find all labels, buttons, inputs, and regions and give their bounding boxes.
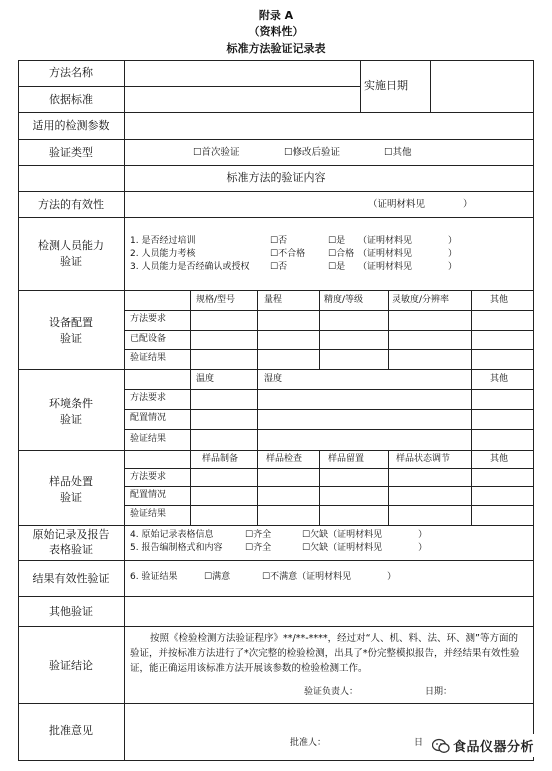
personnel-q2-evidence: （证明材料见 ） (358, 249, 458, 259)
approval-date-label: 日 (414, 738, 424, 748)
verify-date-label: 日期： (425, 687, 453, 697)
approval-label: 批准意见 (49, 724, 93, 737)
personnel-q1-yes[interactable]: ☐是 (328, 236, 346, 246)
equip-row-requirement: 方法要求 (130, 314, 167, 324)
modified-verify-checkbox[interactable]: ☐修改后验证 (284, 147, 341, 158)
records-q4-missing[interactable]: ☐欠缺（证明材料见 ） (302, 530, 428, 540)
personnel-q1: 1. 是否经过培训 (130, 236, 196, 246)
content-section-title: 标准方法的验证内容 (226, 171, 326, 184)
sample-row-configured: 配置情况 (130, 490, 167, 500)
rule (18, 525, 534, 526)
col-rule (190, 369, 191, 450)
personnel-q3-evidence: （证明材料见 ） (358, 262, 458, 272)
records-q4: 4. 原始记录表格信息 (130, 530, 214, 540)
watermark (428, 734, 538, 757)
rule (18, 450, 534, 451)
personnel-q1-evidence: （证明材料见 ） (358, 236, 458, 246)
records-q4-complete[interactable]: ☐齐全 (245, 530, 272, 540)
rule (124, 429, 534, 430)
validity-evidence: （证明材料见 ） (368, 199, 473, 210)
result-unsatisfied-checkbox[interactable]: ☐不满意（证明材料见 ） (262, 572, 397, 582)
sample-col-other: 其他 (490, 454, 509, 464)
col-rule (319, 290, 320, 369)
col-rule (471, 290, 472, 369)
rule (124, 486, 534, 487)
personnel-q3-yes[interactable]: ☐是 (328, 262, 346, 272)
verifier-label: 验证负责人： (304, 687, 359, 697)
other-verify-label: 其他验证 (49, 605, 93, 618)
equip-col-accuracy: 精度/等级 (324, 295, 364, 305)
rule (18, 369, 534, 370)
env-label-line2: 验证 (60, 413, 82, 426)
appendix-label: 附录 A (258, 9, 294, 22)
env-label-line1: 环境条件 (49, 397, 93, 410)
rule (18, 191, 534, 192)
result-item-6: 6. 验证结果 (130, 572, 178, 582)
result-satisfied-checkbox[interactable]: ☐满意 (204, 572, 231, 582)
rule (18, 86, 360, 87)
records-q5-complete[interactable]: ☐齐全 (245, 543, 272, 553)
rule (124, 389, 534, 390)
personnel-q2-pass[interactable]: ☐合格 (328, 249, 355, 259)
col-rule (388, 450, 389, 525)
rule (124, 505, 534, 506)
rule (124, 330, 534, 331)
result-validity-label: 结果有效性验证 (32, 572, 110, 585)
records-q5-missing[interactable]: ☐欠缺（证明材料见 ） (302, 543, 428, 553)
basis-standard-label: 依据标准 (49, 93, 93, 106)
env-col-other: 其他 (490, 374, 509, 384)
conclusion-text: 按照《检验检测方法验证程序》**/**-****，经过对“人、机、料、法、环、测”等方面的验证，并按标准方法进行了*次完整的检验检测，出具了*份完整模拟报告，并经结果有效性验证，能正确运用该标准方法开展该参数的检验检测工作。 (130, 633, 520, 674)
env-col-temp: 温度 (196, 374, 215, 384)
records-q5: 5. 报告编制格式和内容 (130, 543, 223, 553)
sample-col-conditioning: 样品状态调节 (396, 454, 451, 464)
rule (124, 468, 534, 469)
watermark-text: 食品仪器分析 (453, 740, 535, 755)
env-col-humidity: 湿度 (264, 374, 283, 384)
other-verify-checkbox[interactable]: ☐其他 (384, 147, 412, 158)
env-row-requirement: 方法要求 (130, 393, 167, 403)
rule (124, 349, 534, 350)
rule (18, 703, 534, 704)
env-row-result: 验证结果 (130, 434, 167, 444)
equip-col-other: 其他 (490, 295, 509, 305)
personnel-q1-no[interactable]: ☐否 (270, 236, 288, 246)
sample-col-prep: 样品制备 (202, 454, 239, 464)
sample-col-retention: 样品留置 (328, 454, 365, 464)
col-rule (124, 60, 125, 761)
col-rule (190, 450, 191, 525)
rule (18, 112, 534, 113)
personnel-q3: 3. 人员能力是否经确认或授权 (130, 262, 250, 272)
sample-row-requirement: 方法要求 (130, 472, 167, 482)
col-rule (471, 450, 472, 525)
form-title: 标准方法验证记录表 (226, 42, 326, 55)
rule (18, 217, 534, 218)
personnel-q2: 2. 人员能力考核 (130, 249, 196, 259)
equip-col-spec: 规格/型号 (196, 295, 236, 305)
personnel-q3-no[interactable]: ☐否 (270, 262, 288, 272)
col-rule (471, 369, 472, 450)
sample-col-check: 样品检查 (266, 454, 303, 464)
rule (124, 409, 534, 410)
equip-col-sensitivity: 灵敏度/分辨率 (392, 295, 450, 305)
rule (18, 139, 534, 140)
sample-label-line2: 验证 (60, 491, 82, 504)
col-rule (360, 60, 361, 112)
sample-label-line1: 样品处置 (49, 475, 93, 488)
col-rule (388, 290, 389, 369)
equipment-label-line1: 设备配置 (49, 316, 93, 329)
conclusion-label: 验证结论 (49, 659, 93, 672)
records-label-line1: 原始记录及报告 (32, 528, 110, 541)
sample-row-result: 验证结果 (130, 509, 167, 519)
col-rule (257, 290, 258, 369)
rule (124, 310, 534, 311)
rule (18, 560, 534, 561)
rule (18, 626, 534, 627)
records-label-line2: 表格验证 (49, 543, 93, 556)
equipment-label-line2: 验证 (60, 332, 82, 345)
approver-label: 批准人： (290, 738, 327, 748)
personnel-label-line1: 检测人员能力 (38, 239, 104, 252)
rule (18, 165, 534, 166)
col-rule (319, 450, 320, 525)
appendix-note: （资料性） (248, 25, 304, 38)
env-row-configured: 配置情况 (130, 413, 167, 423)
personnel-q2-fail[interactable]: ☐不合格 (270, 249, 306, 259)
method-name-label: 方法名称 (49, 66, 93, 79)
col-rule (430, 60, 431, 112)
first-verify-checkbox[interactable]: ☐首次验证 (193, 147, 240, 158)
equip-col-range: 量程 (264, 295, 283, 305)
equip-row-result: 验证结果 (130, 353, 167, 363)
col-rule (257, 450, 258, 525)
verify-type-label: 验证类型 (49, 146, 93, 159)
rule (18, 596, 534, 597)
wechat-icon (432, 738, 450, 754)
col-rule (257, 369, 258, 450)
impl-date-label: 实施日期 (364, 79, 408, 92)
params-label: 适用的检测参数 (32, 119, 110, 132)
personnel-label-line2: 验证 (60, 255, 82, 268)
validity-label: 方法的有效性 (38, 198, 104, 211)
rule (18, 290, 534, 291)
equip-row-configured: 已配设备 (130, 334, 167, 344)
col-rule (190, 290, 191, 369)
